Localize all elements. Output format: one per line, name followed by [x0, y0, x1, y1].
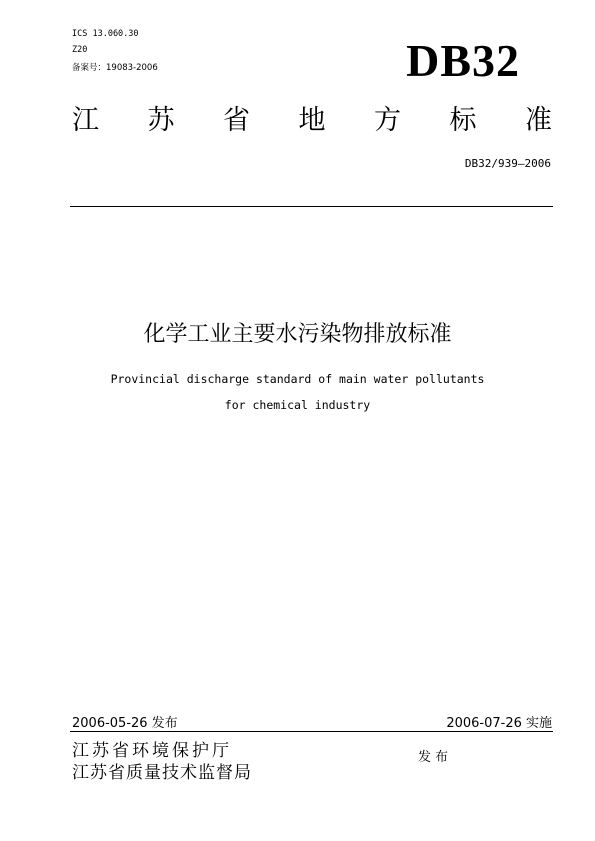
implementation-date: 2006-07-26 实施: [446, 716, 552, 731]
record-number: 备案号：19083-2006: [72, 63, 158, 73]
title-chinese: 化学工业主要水污染物排放标准: [143, 322, 452, 347]
footer-divider: [70, 731, 553, 732]
standard-type-char: 标: [449, 105, 477, 136]
ics-code: ICS 13.060.30: [72, 29, 139, 39]
standard-type-char: 江: [72, 105, 99, 136]
standard-code-logo: DB32: [406, 35, 520, 86]
classification-code: Z20: [72, 45, 88, 55]
issue-date: 2006-05-26 发布: [72, 716, 178, 731]
standard-type-char: 地: [298, 105, 326, 136]
header-divider: [70, 206, 553, 207]
publish-label: 发布: [418, 750, 453, 765]
title-english-line2: for chemical industry: [224, 398, 371, 412]
title-english-line1: Provincial discharge standard of main water pollutants: [110, 372, 485, 386]
issuer-environment-dept: 江苏省环境保护厅: [72, 741, 232, 761]
standard-type-char: 苏: [147, 105, 175, 136]
standard-type-heading: [72, 107, 552, 134]
issuer-quality-bureau: 江苏省质量技术监督局: [72, 763, 252, 783]
standard-type-char: 方: [374, 105, 401, 136]
standard-type-char: 省: [223, 105, 250, 136]
standard-number: DB32/939—2006: [464, 157, 551, 170]
standard-type-char: 准: [525, 105, 552, 136]
